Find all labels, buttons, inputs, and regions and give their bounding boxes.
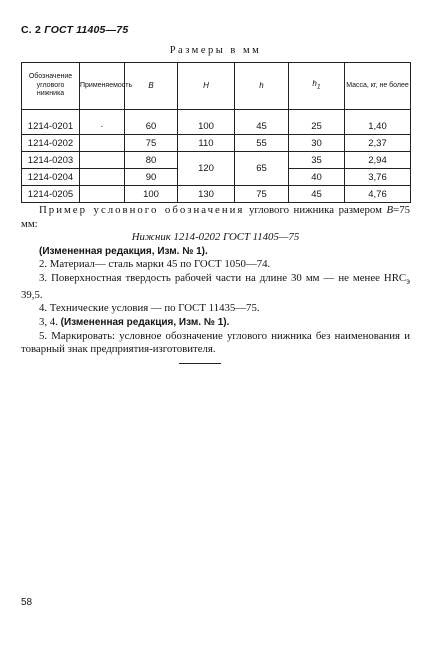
item-4: 4. Технические условия — по ГОСТ 11435—75. xyxy=(39,302,260,315)
table-header-row xyxy=(22,63,411,110)
cell-designation: 1214-0204 xyxy=(22,169,80,186)
cell-B: 100 xyxy=(125,186,178,203)
table-row xyxy=(22,186,411,203)
standard-number: ГОСТ 11405—75 xyxy=(44,24,129,36)
col-header-B: B xyxy=(125,63,178,110)
cell-h: 65 xyxy=(235,152,289,186)
cell-h1: 35 xyxy=(289,152,345,169)
col-header-h1: $h_1$ xyxy=(289,63,345,110)
example-rest: углового нижника размером xyxy=(248,204,382,216)
cell-mass: 1,40 xyxy=(345,110,411,135)
example-value: =75 мм: xyxy=(21,204,411,230)
page-label: С. 2 xyxy=(21,24,42,36)
col-header-mass: Масса, кг, не более xyxy=(345,63,411,110)
cell-applicability xyxy=(80,135,125,152)
body-text xyxy=(21,204,410,357)
col-header-applicability: Применяемость xyxy=(80,63,125,110)
table-row xyxy=(22,152,411,169)
col-header-H: H xyxy=(178,63,235,110)
cell-h1: 30 xyxy=(289,135,345,152)
cell-h1: 45 xyxy=(289,186,345,203)
example-intro: Пример условного обозначения xyxy=(39,204,245,216)
dimensions-table xyxy=(21,62,411,203)
separator-rule xyxy=(179,363,221,364)
running-header xyxy=(21,24,128,36)
item-5: 5. Маркировать: условное обозначение углового нижника без наименования и товарный знак предприятия-изготовителя. xyxy=(21,329,410,356)
cell-applicability: · xyxy=(80,110,125,135)
example-var: B xyxy=(386,204,394,216)
cell-h: 55 xyxy=(235,135,289,152)
cell-B: 90 xyxy=(125,169,178,186)
cell-B: 80 xyxy=(125,152,178,169)
page-number: 58 xyxy=(21,597,33,608)
cell-H: 130 xyxy=(178,186,235,203)
cell-applicability xyxy=(80,152,125,169)
change-note-1: (Измененная редакция, Изм. № 1). xyxy=(39,245,208,257)
cell-mass: 2,37 xyxy=(345,135,411,152)
cell-B: 75 xyxy=(125,135,178,152)
cell-designation: 1214-0203 xyxy=(22,152,80,169)
table-row xyxy=(22,135,411,152)
col-header-designation: Обозначение углового нижника xyxy=(22,63,80,110)
cell-H: 120 xyxy=(178,152,235,186)
cell-h1: 25 xyxy=(289,110,345,135)
item-2: 2. Материал— сталь марки 45 по ГОСТ 1050—74. xyxy=(39,258,271,271)
cell-H: 110 xyxy=(178,135,235,152)
example-paragraph xyxy=(21,204,410,231)
cell-h: 75 xyxy=(235,186,289,203)
cell-applicability xyxy=(80,186,125,203)
cell-mass: 2,94 xyxy=(345,152,411,169)
col-header-h: h xyxy=(235,63,289,110)
units-caption: Размеры в мм xyxy=(169,45,262,56)
cell-designation: 1214-0202 xyxy=(22,135,80,152)
cell-mass: 4,76 xyxy=(345,186,411,203)
cell-mass: 3,76 xyxy=(345,169,411,186)
table-row xyxy=(22,110,411,135)
cell-designation: 1214-0201 xyxy=(22,110,80,135)
cell-applicability xyxy=(80,169,125,186)
cell-h: 45 xyxy=(235,110,289,135)
item-3-4-note: 3, 4. (Измененная редакция, Изм. № 1). xyxy=(39,315,230,328)
item-3: 3. Поверхностная твердость рабочей части на длине 30 мм — не менее $HRC_э$ 39,5. xyxy=(21,271,410,301)
cell-B: 60 xyxy=(125,110,178,135)
cell-H: 100 xyxy=(178,110,235,135)
cell-h1: 40 xyxy=(289,169,345,186)
example-designation: Нижник 1214-0202 ГОСТ 11405—75 xyxy=(131,231,300,244)
cell-designation: 1214-0205 xyxy=(22,186,80,203)
